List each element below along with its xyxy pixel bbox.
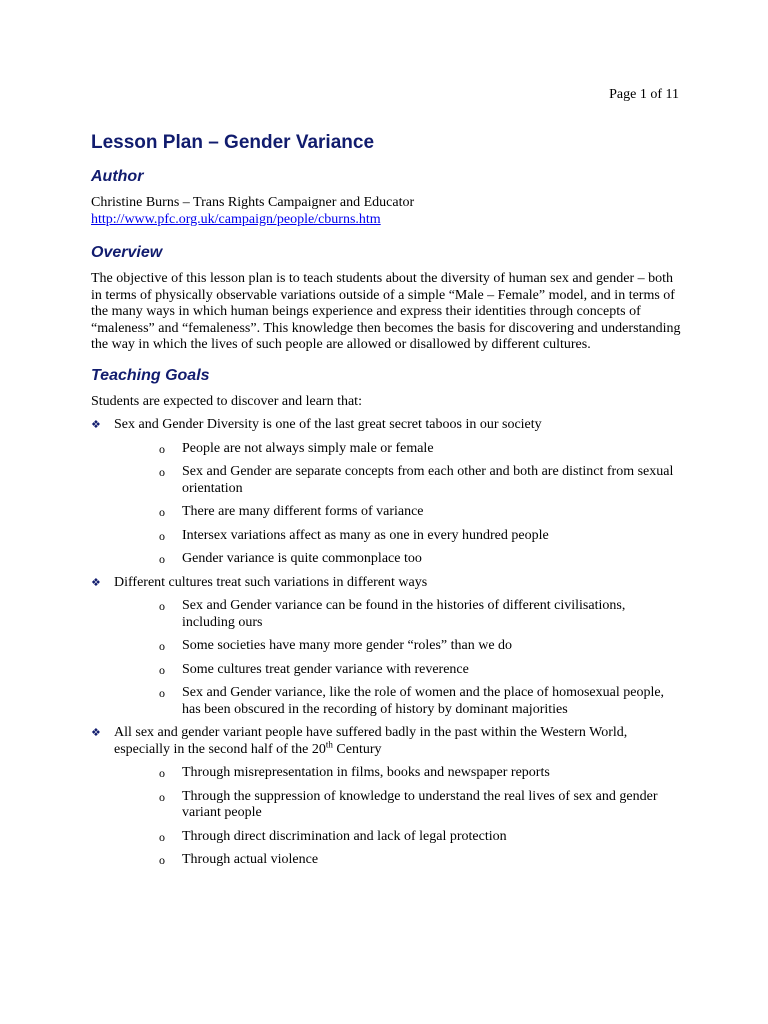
sub-goal-text: Through misrepresentation in films, books and newspaper reports bbox=[182, 765, 550, 780]
circle-bullet-icon: o bbox=[159, 599, 165, 613]
sub-goal-item bbox=[114, 441, 681, 458]
page-number: Page 1 of 11 bbox=[609, 87, 679, 102]
overview-text: The objective of this lesson plan is to teach students about the diversity of human sex and gender – both in terms of physically observable variations outside of a simple “Male – Female” model, and in terms of the many ways in which human beings experience and express their identities through concepts of “maleness” and “femaleness”. This knowledge then becomes the basis for discovering and understanding the way in which the lives of such people are allowed or disallowed by different cultures. bbox=[91, 271, 681, 352]
sub-goal-item bbox=[114, 685, 681, 718]
sub-goal-item bbox=[114, 829, 681, 846]
sub-goal-text: People are not always simply male or female bbox=[182, 440, 434, 456]
sub-goal-item bbox=[114, 464, 681, 497]
circle-bullet-icon: o bbox=[159, 686, 165, 700]
circle-bullet-icon: o bbox=[159, 639, 165, 653]
sub-goal-text: Through the suppression of knowledge to understand the real lives of sex and gender variant people bbox=[182, 788, 658, 820]
goal-sub-list bbox=[114, 598, 681, 718]
circle-bullet-icon: o bbox=[159, 528, 165, 543]
circle-bullet-icon: o bbox=[159, 789, 165, 804]
circle-bullet-icon: o bbox=[159, 853, 165, 867]
goal-item bbox=[91, 725, 681, 869]
goal-text bbox=[114, 725, 681, 758]
teaching-goals-heading: Teaching Goals bbox=[91, 366, 210, 384]
goal-text-superscript: th bbox=[325, 738, 333, 749]
sub-goal-item bbox=[114, 504, 681, 521]
overview-heading: Overview bbox=[91, 244, 163, 261]
goal-text-before: All sex and gender variant people have suffered badly in the past within the Western World, especially in the second half of the 20 bbox=[114, 725, 628, 757]
sub-goal-item bbox=[114, 638, 681, 655]
author-heading: Author bbox=[91, 168, 144, 185]
author-url-link[interactable]: http://www.pfc.org.uk/campaign/people/cburns.htm bbox=[91, 211, 381, 227]
sub-goal-item bbox=[114, 852, 681, 869]
sub-goal-text: Sex and Gender are separate concepts from each other and both are distinct from sexual orientation bbox=[182, 464, 674, 496]
sub-goal-text: Some cultures treat gender variance with reverence bbox=[182, 661, 469, 677]
sub-goal-item bbox=[114, 551, 681, 568]
goal-sub-list bbox=[114, 765, 681, 869]
circle-bullet-icon: o bbox=[159, 465, 165, 479]
circle-bullet-icon: o bbox=[159, 552, 165, 566]
document-body bbox=[91, 167, 681, 869]
sub-goal-item bbox=[114, 598, 681, 631]
document-title: Lesson Plan – Gender Variance bbox=[91, 132, 375, 153]
sub-goal-text: Some societies have many more gender “roles” than we do bbox=[182, 638, 513, 653]
teaching-goals-intro: Students are expected to discover and learn that: bbox=[91, 393, 362, 409]
goal-item bbox=[91, 417, 681, 568]
goal-text-after: Century bbox=[332, 741, 382, 757]
author-name: Christine Burns – Trans Rights Campaigner and Educator bbox=[91, 195, 415, 210]
diamond-bullet-icon: ❖ bbox=[91, 418, 101, 431]
sub-goal-item bbox=[114, 528, 681, 545]
diamond-bullet-icon: ❖ bbox=[91, 726, 101, 739]
circle-bullet-icon: o bbox=[159, 441, 165, 456]
sub-goal-text: Gender variance is quite commonplace too bbox=[182, 551, 422, 566]
sub-goal-item bbox=[114, 789, 681, 822]
sub-goal-text: Intersex variations affect as many as one in every hundred people bbox=[182, 527, 549, 543]
sub-goal-text: Sex and Gender variance, like the role of women and the place of homosexual people, has been obscured in the recording of history by dominant majorities bbox=[182, 685, 665, 717]
sub-goal-text: There are many different forms of variance bbox=[182, 504, 424, 519]
goal-text: Sex and Gender Diversity is one of the last great secret taboos in our society bbox=[114, 417, 542, 432]
circle-bullet-icon: o bbox=[159, 662, 165, 677]
sub-goal-item bbox=[114, 662, 681, 679]
goal-item bbox=[91, 575, 681, 719]
circle-bullet-icon: o bbox=[159, 766, 165, 780]
author-link-line bbox=[91, 212, 681, 229]
sub-goal-text: Sex and Gender variance can be found in the histories of different civilisations, including ours bbox=[182, 598, 626, 630]
goal-text: Different cultures treat such variations in different ways bbox=[114, 574, 428, 590]
circle-bullet-icon: o bbox=[159, 829, 165, 844]
sub-goal-text: Through actual violence bbox=[182, 852, 319, 867]
circle-bullet-icon: o bbox=[159, 505, 165, 519]
teaching-goals-list bbox=[91, 417, 681, 869]
sub-goal-item bbox=[114, 765, 681, 782]
diamond-bullet-icon: ❖ bbox=[91, 575, 101, 589]
sub-goal-text: Through direct discrimination and lack of legal protection bbox=[182, 828, 507, 844]
goal-sub-list bbox=[114, 441, 681, 568]
